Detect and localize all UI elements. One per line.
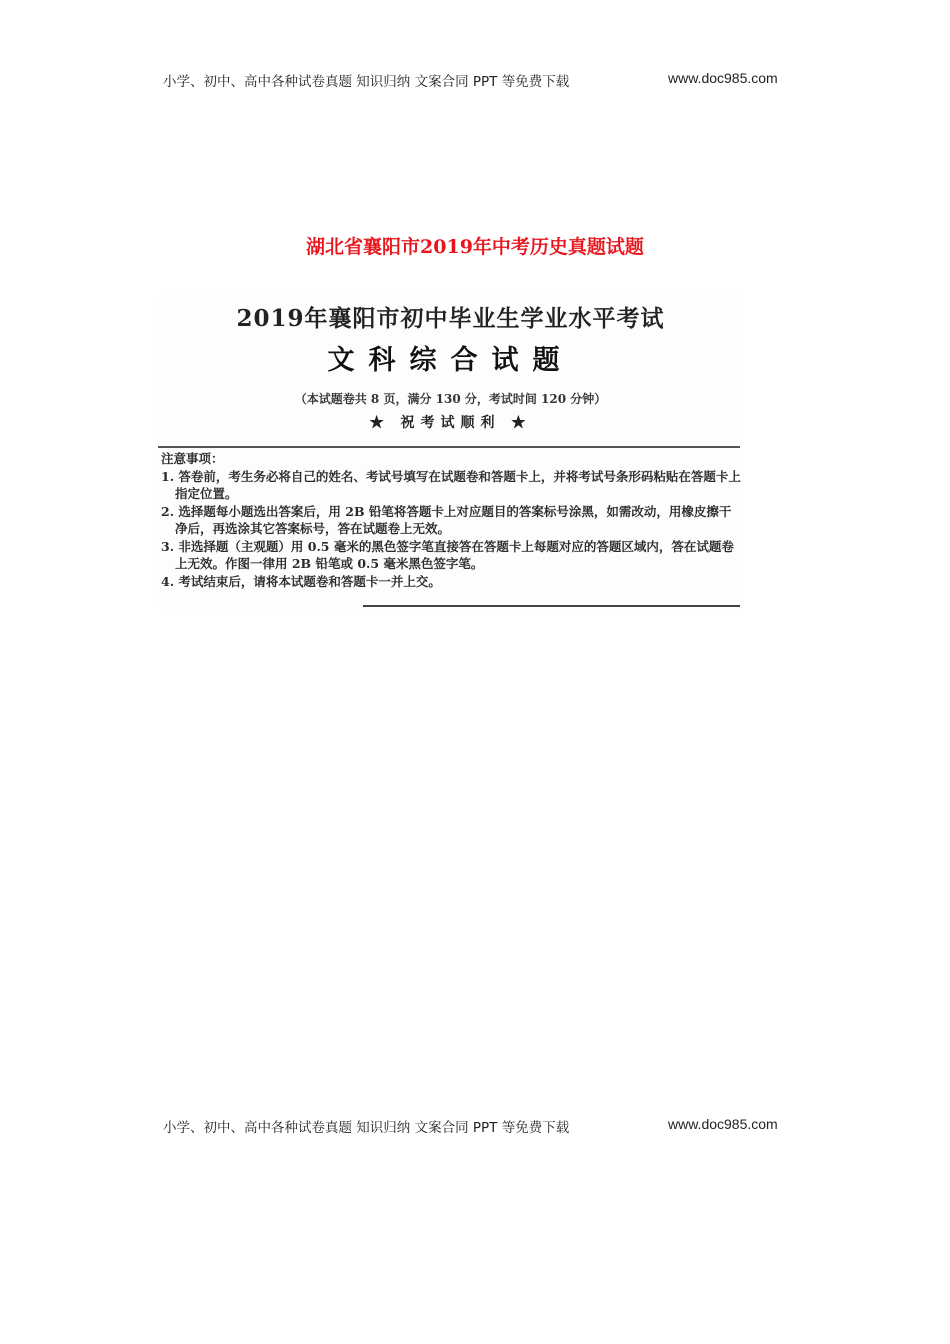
document-title: 湖北省襄阳市2019年中考历史真题试题 <box>306 236 644 258</box>
footer-text: 小学、初中、高中各种试卷真题 知识归纳 文案合同 PPT 等免费下载 <box>163 1120 570 1136</box>
notes-item: 2. 选择题每小题选出答案后，用 2B 铅笔将答题卡上对应题目的答案标号涂黑，如需改动，用橡皮擦干净后，再选涂其它答案标号，答在试题卷上无效。 <box>161 503 732 536</box>
divider-bottom <box>363 605 740 607</box>
page-footer <box>163 1116 803 1136</box>
header-site-link[interactable]: www.doc985.com <box>668 70 778 86</box>
footer-site-link[interactable]: www.doc985.com <box>668 1116 778 1132</box>
page-header <box>163 70 803 90</box>
good-luck-banner: ★ 祝考试顺利 ★ <box>369 415 532 431</box>
notes-item: 1. 答卷前，考生务必将自己的姓名、考试号填写在试题卷和答题卡上，并将考试号条形码粘贴在答题卡上指定位置。 <box>161 468 741 501</box>
divider-top <box>158 446 740 448</box>
exam-info: （本试题卷共 8 页，满分 130 分，考试时间 120 分钟） <box>294 392 607 406</box>
header-text: 小学、初中、高中各种试卷真题 知识归纳 文案合同 PPT 等免费下载 <box>163 74 570 90</box>
notes-item: 3. 非选择题（主观题）用 0.5 毫米的黑色签字笔直接答在答题卡上每题对应的答题区域内，答在试题卷上无效。作图一律用 2B 铅笔或 0.5 毫米黑色签字笔。 <box>161 538 734 571</box>
notes-item: 4. 考试结束后，请将本试题卷和答题卡一并上交。 <box>161 573 441 589</box>
scanned-exam-cover <box>158 290 743 610</box>
notes-section <box>161 450 741 590</box>
exam-title: 2019年襄阳市初中毕业生学业水平考试 <box>236 305 665 332</box>
notes-heading: 注意事项： <box>161 451 224 466</box>
exam-subtitle: 文科综合试题 <box>327 345 574 376</box>
